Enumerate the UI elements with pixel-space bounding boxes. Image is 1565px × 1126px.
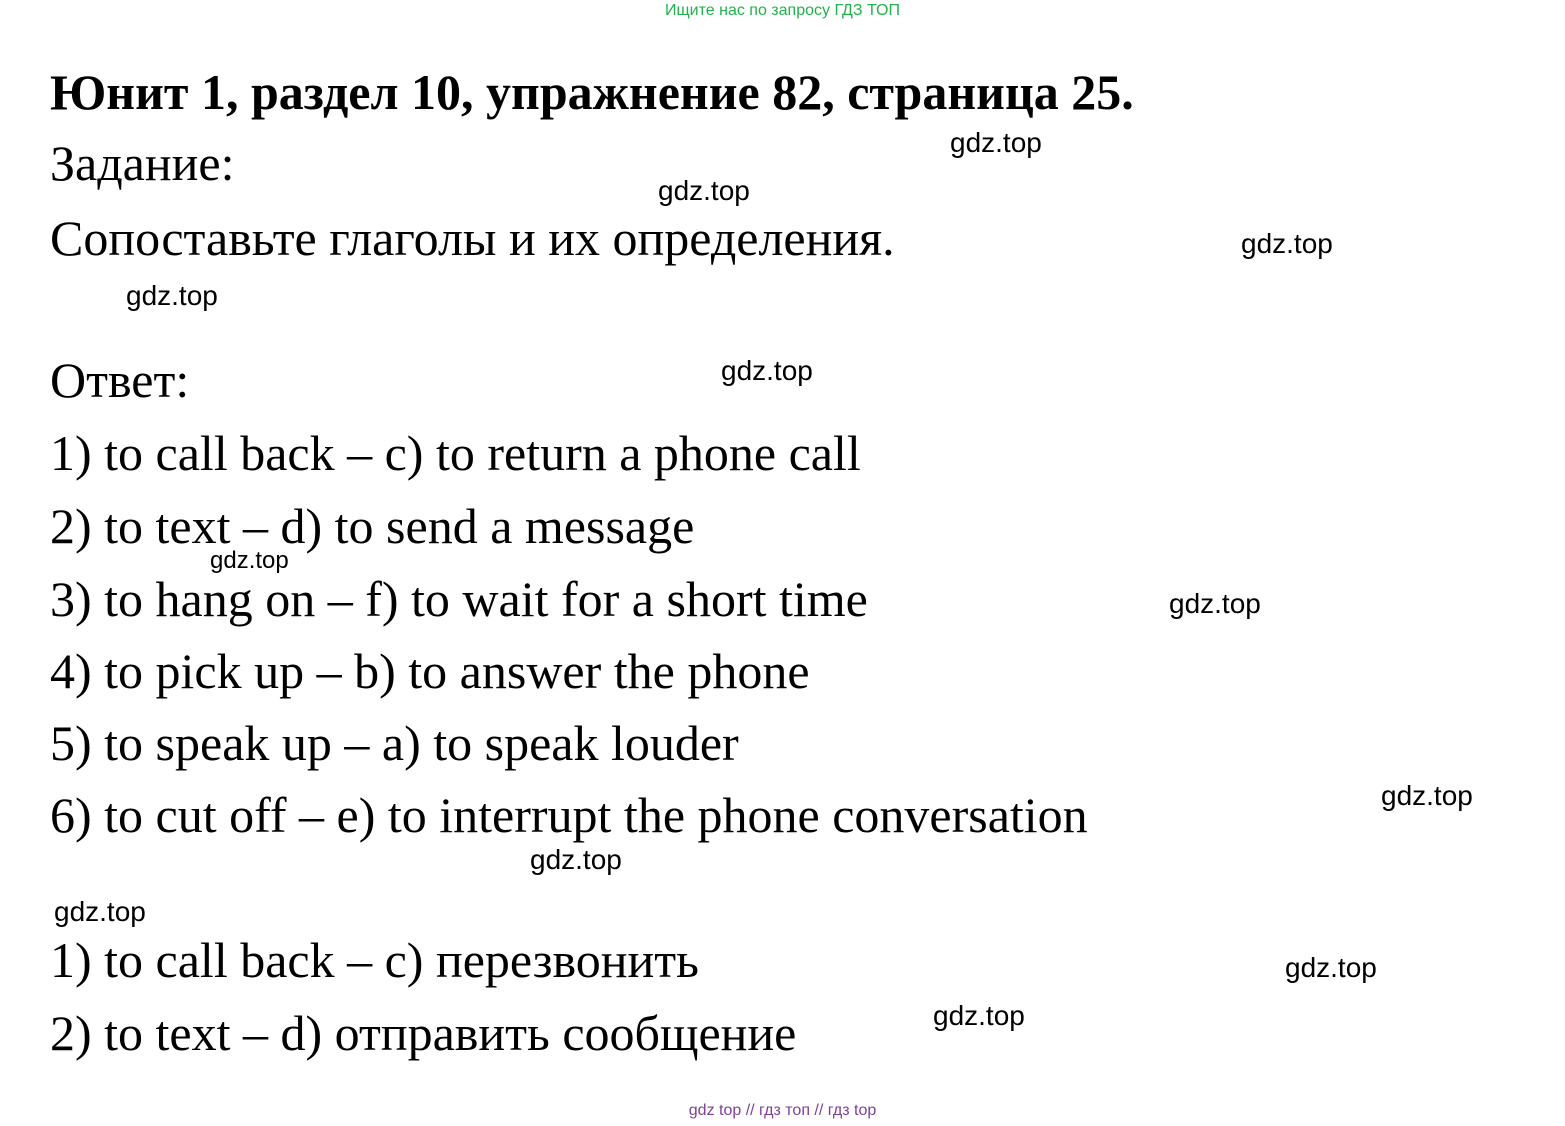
watermark: gdz.top <box>1285 952 1377 983</box>
task-text: Сопоставьте глаголы и их определения. <box>50 210 895 266</box>
translation-line-1: 1) to call back – c) перезвонить <box>50 932 699 988</box>
watermark: gdz.top <box>126 280 218 311</box>
translation-line-2: 2) to text – d) отправить сообщение <box>50 1005 797 1061</box>
answer-line-3: 3) to hang on – f) to wait for a short time <box>50 571 868 627</box>
watermark: gdz.top <box>658 175 750 206</box>
watermark: gdz.top <box>210 547 289 574</box>
task-label: Задание: <box>50 135 235 191</box>
watermark: gdz.top <box>950 127 1042 158</box>
watermark: gdz.top <box>1169 588 1261 619</box>
answer-line-2: 2) to text – d) to send a message <box>50 498 695 554</box>
answer-line-5: 5) to speak up – a) to speak louder <box>50 715 739 771</box>
watermark: gdz.top <box>1241 228 1333 259</box>
watermark: gdz.top <box>721 355 813 386</box>
watermark: gdz.top <box>933 1000 1025 1031</box>
answer-line-4: 4) to pick up – b) to answer the phone <box>50 643 810 699</box>
watermark: gdz.top <box>54 896 146 927</box>
page-title: Юнит 1, раздел 10, упражнение 82, страница 25. <box>50 64 1134 120</box>
watermark: gdz.top <box>530 844 622 875</box>
answer-line-6: 6) to cut off – e) to interrupt the phone conversation <box>50 787 1088 843</box>
answer-line-1: 1) to call back – c) to return a phone call <box>50 425 861 481</box>
bottom-banner: gdz top // гдз топ // гдз top <box>688 1102 877 1119</box>
answer-label: Ответ: <box>50 352 190 408</box>
top-banner: Ищите нас по запросу ГДЗ ТОП <box>665 2 900 19</box>
watermark: gdz.top <box>1381 780 1473 811</box>
